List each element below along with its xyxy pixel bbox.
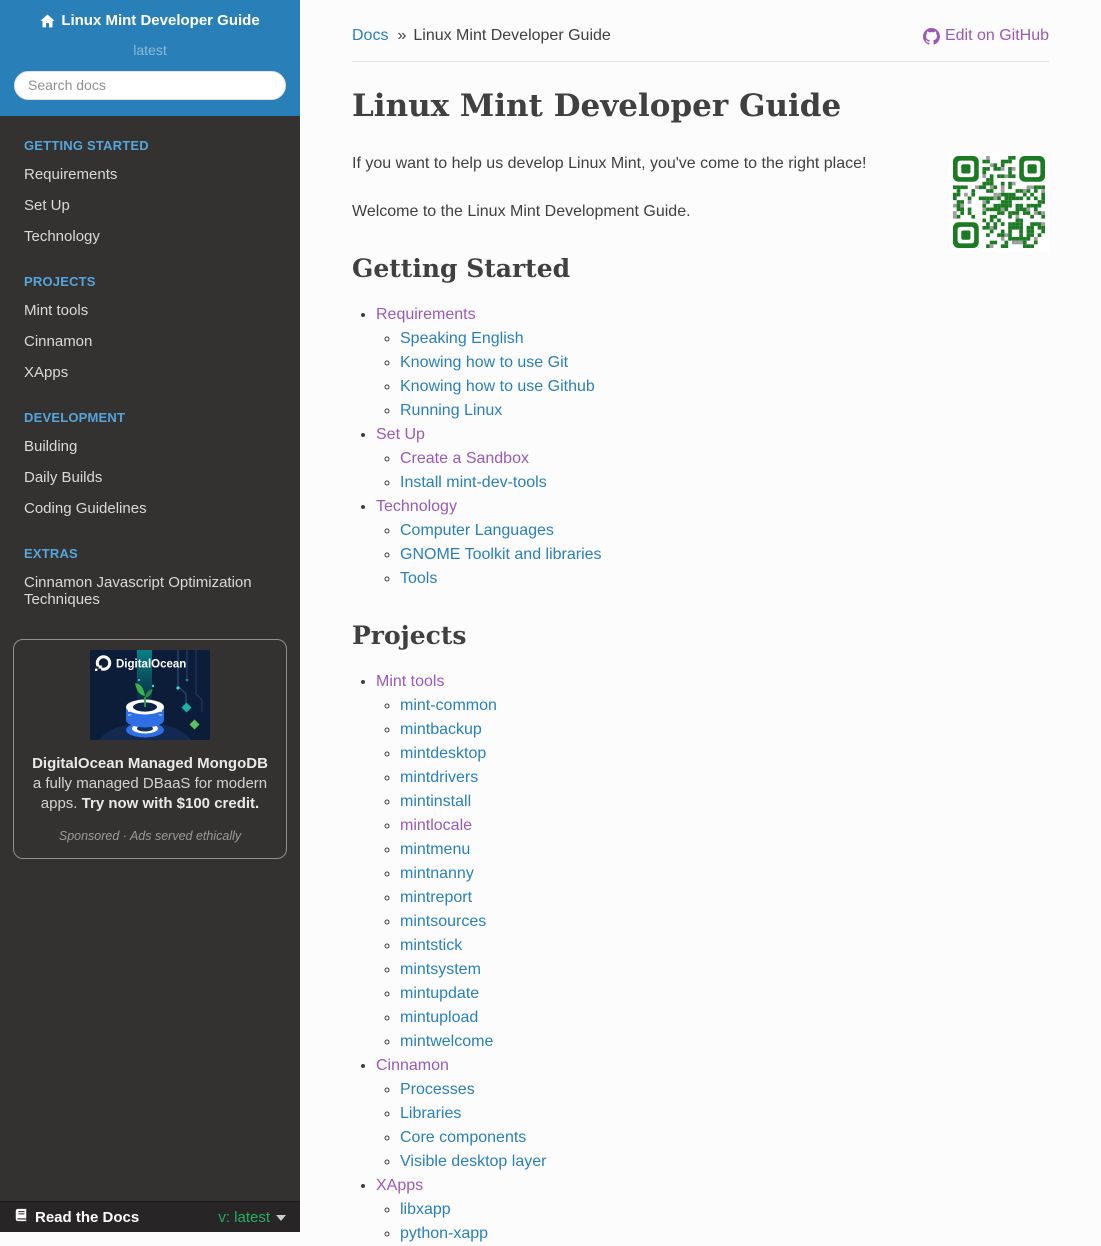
toc-list	[352, 303, 1049, 591]
toc-link-mintsystem[interactable]: mintsystem	[400, 961, 481, 978]
toc-item	[376, 423, 1049, 495]
toc-link-set-up[interactable]: Set Up	[376, 426, 425, 443]
sidebar-item-requirements[interactable]: Requirements	[24, 165, 118, 183]
sidebar-nav	[0, 138, 300, 615]
toc-item	[376, 670, 1049, 1054]
toc-subitem	[400, 814, 1049, 838]
ad-headline-bold: DigitalOcean Managed MongoDB	[32, 754, 268, 772]
sidebar-item-building[interactable]: Building	[24, 437, 78, 455]
toc-subitem	[400, 471, 1049, 495]
toc-link-mintdesktop[interactable]: mintdesktop	[400, 745, 487, 762]
ad-copy[interactable]	[26, 754, 274, 814]
toc-subitem	[400, 1198, 1049, 1222]
version-dropdown[interactable]	[218, 1209, 286, 1226]
book-icon	[14, 1208, 28, 1226]
toc-subitem	[400, 1030, 1049, 1054]
caret-down-icon	[276, 1215, 286, 1221]
toc-subitem	[400, 351, 1049, 375]
toc-sublist	[376, 327, 1049, 423]
toc-subitem	[400, 790, 1049, 814]
sidebar-item-cinnamon-javascript-optimization-techniques[interactable]: Cinnamon Javascript Optimization Techniques	[24, 573, 252, 608]
sidebar-menu	[0, 567, 300, 615]
toc-link-mintmenu[interactable]: mintmenu	[400, 841, 471, 858]
toc-container	[352, 254, 1049, 1246]
toc-subitem	[400, 1150, 1049, 1174]
toc-subitem	[400, 862, 1049, 886]
sidebar-home-link[interactable]	[40, 12, 259, 29]
toc-link-mintwelcome[interactable]: mintwelcome	[400, 1033, 494, 1050]
section-heading-projects: Projects	[352, 621, 467, 650]
qr-code-image	[949, 152, 1049, 252]
toc-link-mintreport[interactable]: mintreport	[400, 889, 473, 906]
sidebar-menu	[0, 295, 300, 388]
toc-link-computer-languages[interactable]: Computer Languages	[400, 522, 554, 539]
sidebar-menu-row	[0, 159, 300, 190]
toc-subitem	[400, 399, 1049, 423]
toc-link-mint-common[interactable]: mint-common	[400, 697, 497, 714]
toc-subitem	[400, 718, 1049, 742]
toc-link-running-linux[interactable]: Running Linux	[400, 402, 503, 419]
toc-link-libraries[interactable]: Libraries	[400, 1105, 462, 1122]
toc-link-mintupdate[interactable]: mintupdate	[400, 985, 480, 1002]
ad-image-brand-text: DigitalOcean	[116, 658, 187, 670]
toc-subitem	[400, 375, 1049, 399]
ad-headline-rest: a fully managed DBaaS for modern apps.	[32, 774, 268, 812]
github-icon	[923, 28, 940, 45]
toc-link-install-mint-dev-tools[interactable]: Install mint-dev-tools	[400, 474, 547, 491]
toc-link-processes[interactable]: Processes	[400, 1081, 475, 1098]
rtd-brand	[14, 1208, 139, 1226]
breadcrumb-separator: »	[397, 27, 407, 44]
toc-link-core-components[interactable]: Core components	[400, 1129, 527, 1146]
toc-link-mint-tools[interactable]: Mint tools	[376, 673, 445, 690]
toc-sublist	[376, 1198, 1049, 1246]
sidebar-menu	[0, 431, 300, 524]
section-heading-getting-started: Getting Started	[352, 254, 571, 283]
toc-link-visible-desktop-layer[interactable]: Visible desktop layer	[400, 1153, 547, 1170]
sidebar	[0, 0, 300, 1232]
toc-link-xapps[interactable]: XApps	[376, 1177, 424, 1194]
sidebar-menu-row	[0, 190, 300, 221]
toc-link-cinnamon[interactable]: Cinnamon	[376, 1057, 449, 1074]
toc-link-python-xapp[interactable]: python-xapp	[400, 1225, 489, 1242]
sidebar-item-technology[interactable]: Technology	[24, 227, 100, 245]
toc-subitem	[400, 543, 1049, 567]
toc-link-mintbackup[interactable]: mintbackup	[400, 721, 482, 738]
main-content	[300, 0, 1101, 1246]
sidebar-section-caption-extras: EXTRAS	[24, 545, 78, 561]
version-dropdown-label: v: latest	[218, 1208, 270, 1226]
toc-subitem	[400, 1078, 1049, 1102]
sidebar-item-xapps[interactable]: XApps	[24, 363, 69, 381]
toc-link-technology[interactable]: Technology	[376, 498, 457, 515]
toc-link-mintlocale[interactable]: mintlocale	[400, 817, 473, 834]
sidebar-version-label: latest	[133, 41, 167, 58]
sidebar-menu-row	[0, 357, 300, 388]
intro-paragraph-2: Welcome to the Linux Mint Development Guide.	[352, 203, 691, 220]
ethical-ad	[13, 639, 287, 859]
toc-link-knowing-how-to-use-git[interactable]: Knowing how to use Git	[400, 354, 569, 371]
toc-subitem	[400, 1126, 1049, 1150]
toc-item	[376, 1174, 1049, 1246]
toc-subitem	[400, 1222, 1049, 1246]
toc-sublist	[376, 519, 1049, 591]
toc-link-mintnanny[interactable]: mintnanny	[400, 865, 474, 882]
sidebar-menu-row	[0, 567, 300, 615]
toc-subitem	[400, 982, 1049, 1006]
sidebar-menu-row	[0, 295, 300, 326]
sidebar-header	[0, 0, 300, 116]
toc-link-gnome-toolkit-and-libraries[interactable]: GNOME Toolkit and libraries	[400, 546, 602, 563]
ad-image	[90, 650, 210, 740]
breadcrumb-docs-link[interactable]: Docs	[352, 27, 389, 44]
home-icon	[40, 14, 55, 28]
rtd-brand-label: Read the Docs	[35, 1208, 140, 1226]
toc-link-mintdrivers[interactable]: mintdrivers	[400, 769, 479, 786]
toc-link-mintinstall[interactable]: mintinstall	[400, 793, 472, 810]
edit-on-github-label: Edit on GitHub	[944, 27, 1049, 44]
toc-link-mintstick[interactable]: mintstick	[400, 937, 463, 954]
search-input[interactable]	[14, 71, 286, 100]
ad-image-link[interactable]	[26, 650, 274, 740]
toc-link-libxapp[interactable]: libxapp	[400, 1201, 451, 1218]
toc-subitem	[400, 1006, 1049, 1030]
sidebar-item-cinnamon[interactable]: Cinnamon	[24, 332, 93, 350]
toc-subitem	[400, 838, 1049, 862]
toc-sublist	[376, 694, 1049, 1054]
toc-link-knowing-how-to-use-github[interactable]: Knowing how to use Github	[400, 378, 595, 395]
sidebar-menu	[0, 159, 300, 252]
toc-item	[376, 303, 1049, 423]
sidebar-menu-row	[0, 326, 300, 357]
toc-subitem	[400, 447, 1049, 471]
toc-list	[352, 670, 1049, 1246]
toc-subitem	[400, 742, 1049, 766]
toc-subitem	[400, 910, 1049, 934]
toc-link-requirements[interactable]: Requirements	[376, 306, 476, 323]
sidebar-section-caption-getting-started: GETTING STARTED	[24, 137, 149, 153]
toc-link-tools[interactable]: Tools	[400, 570, 438, 587]
toc-subitem	[400, 886, 1049, 910]
sidebar-item-coding-guidelines[interactable]: Coding Guidelines	[24, 499, 147, 517]
sidebar-menu-row	[0, 493, 300, 524]
sidebar-item-mint-tools[interactable]: Mint tools	[24, 301, 89, 319]
sidebar-item-daily-builds[interactable]: Daily Builds	[24, 468, 103, 486]
toc-link-create-a-sandbox[interactable]: Create a Sandbox	[400, 450, 529, 467]
sidebar-project-title: Linux Mint Developer Guide	[61, 12, 260, 29]
toc-subitem	[400, 567, 1049, 591]
toc-subitem	[400, 934, 1049, 958]
toc-subitem	[400, 694, 1049, 718]
breadcrumb-divider	[352, 61, 1049, 62]
toc-subitem	[400, 327, 1049, 351]
page-title: Linux Mint Developer Guide	[352, 88, 842, 124]
intro-paragraph-1: If you want to help us develop Linux Mint, you've come to the right place!	[352, 155, 867, 172]
toc-sublist	[376, 1078, 1049, 1174]
rtd-version-bar[interactable]	[0, 1201, 300, 1232]
toc-item	[376, 495, 1049, 591]
toc-link-speaking-english[interactable]: Speaking English	[400, 330, 524, 347]
toc-link-mintupload[interactable]: mintupload	[400, 1009, 479, 1026]
toc-subitem	[400, 958, 1049, 982]
breadcrumb	[352, 27, 611, 45]
toc-subitem	[400, 1102, 1049, 1126]
sidebar-menu-row	[0, 221, 300, 252]
toc-link-mintsources[interactable]: mintsources	[400, 913, 487, 930]
sidebar-menu-row	[0, 462, 300, 493]
toc-item	[376, 1054, 1049, 1174]
sidebar-menu-row	[0, 431, 300, 462]
toc-subitem	[400, 766, 1049, 790]
sidebar-section-caption-projects: PROJECTS	[24, 273, 96, 289]
edit-on-github-link[interactable]	[923, 27, 1049, 45]
breadcrumb-current: Linux Mint Developer Guide	[413, 27, 611, 44]
ad-sponsored-note: Sponsored · Ads served ethically	[58, 828, 242, 843]
toc-subitem	[400, 519, 1049, 543]
sidebar-item-set-up[interactable]: Set Up	[24, 196, 70, 214]
toc-sublist	[376, 447, 1049, 495]
ad-cta-bold: Try now with $100 credit.	[81, 794, 260, 812]
sidebar-section-caption-development: DEVELOPMENT	[24, 409, 126, 425]
